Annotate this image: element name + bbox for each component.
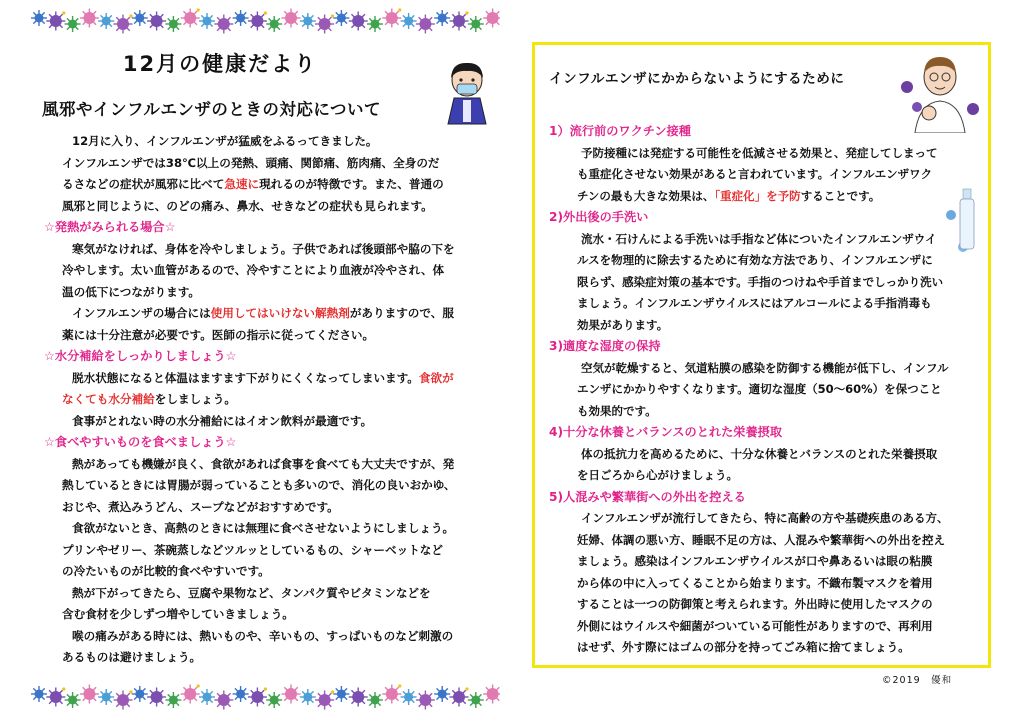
section-heading: 1）流行前のワクチン接種 (549, 124, 691, 138)
virus-icon (401, 13, 417, 29)
prevention-title: インフルエンザにかからないようにするために (549, 71, 845, 87)
virus-icon (483, 685, 500, 704)
section-heading: 5)人混みや繁華街への外出を控える (549, 489, 746, 504)
body-line: も効果的です。 (577, 403, 657, 418)
virus-border-icon (30, 682, 500, 712)
virus-icon (349, 12, 368, 31)
body-line: 熱しているときには胃腸が弱っていることも多いので、消化の良いおかゆ、 (62, 478, 456, 492)
body-line: から体の中に入ってくることから始まります。不織布製マスクを着用 (577, 575, 933, 590)
body-line: エンザにかかりやすくなります。適切な湿度（50～60%）を保つこと (577, 382, 942, 396)
page-subtitle: 風邪やインフルエンザのときの対応について (42, 100, 382, 119)
virus-icon (132, 686, 148, 702)
virus-icon (181, 684, 200, 703)
virus-icon (416, 691, 435, 710)
body-line: おじや、煮込みうどん、スープなどがおすすめです。 (62, 499, 339, 514)
virus-icon (233, 10, 249, 26)
virus-icon (31, 686, 47, 702)
virus-icon (282, 9, 301, 28)
body-line: 外側にはウイルスや細菌がついている可能性がありますので、再利用 (577, 618, 933, 633)
body-line: 冷やします。太い血管があるので、冷やすことにより血液が冷やされ、体 (62, 263, 445, 277)
virus-icon (450, 687, 469, 706)
virus-icon (114, 14, 133, 33)
virus-icon (367, 16, 383, 32)
virus-icon (300, 689, 316, 705)
body-line: 寒気がなければ、身体を冷やしましょう。子供であれば後頭部や脇の下を (72, 241, 455, 256)
body-line: 薬には十分注意が必要です。医師の指示に従ってください。 (62, 327, 375, 342)
virus-icon (80, 685, 99, 704)
child-with-mask-icon (442, 60, 492, 126)
virus-icon (147, 688, 166, 707)
virus-icon (46, 687, 65, 706)
virus-icon (483, 9, 500, 28)
body-line: 体の抵抗力を高めるために、十分な休養とバランスのとれた栄養摂取 (581, 446, 938, 461)
virus-icon (315, 14, 334, 33)
virus-border-icon (30, 6, 500, 36)
virus-icon (233, 686, 249, 702)
body-line: 効果があります。 (577, 317, 669, 332)
virus-icon (147, 12, 166, 31)
body-line: の冷たいものが比較的食べやすいです。 (62, 564, 270, 578)
virus-icon (214, 691, 233, 710)
virus-border-bottom-icon (30, 682, 500, 712)
body-line: インフルエンザが流行してきたら、特に高齢の方や基礎疾患のある方、 (581, 511, 949, 525)
section-heading: 4)十分な休養とバランスのとれた栄養摂取 (549, 425, 783, 439)
body-line: も重症化させない効果があると言われています。インフルエンザワク (577, 167, 933, 181)
section-heading-water: ☆水分補給をしっかりしましょう☆ (44, 349, 237, 363)
left-article (44, 131, 502, 669)
body-line: 脱水状態になると体温はますます下がりにくくなってしまいます。食欲が (72, 370, 454, 385)
body-line: 熱が下がってきたら、豆腐や果物など、タンパク質やビタミンなどを (72, 585, 431, 600)
body-line: 喉の痛みがある時には、熱いものや、辛いもの、すっぱいものなど刺激の (72, 628, 454, 643)
virus-icon (165, 16, 181, 32)
virus-icon (248, 687, 267, 706)
virus-icon (132, 10, 148, 26)
virus-icon (315, 690, 334, 709)
body-line: 含む食材を少しずつ増やしていきましょう。 (62, 607, 294, 621)
virus-icon (401, 689, 417, 705)
virus-icon (181, 8, 200, 27)
virus-icon (333, 686, 349, 702)
body-line: を日ごろから心がけましょう。 (577, 468, 738, 482)
page-title: 12月の健康だより (122, 52, 318, 76)
emphasis-text: 使用してはいけない解熱剤 (210, 306, 350, 320)
virus-icon (434, 686, 450, 702)
section-heading-food: ☆食べやすいものを食べましょう☆ (44, 435, 237, 449)
virus-icon (282, 685, 301, 704)
body-line: ましょう。感染はインフルエンザウイルスが口や鼻あるいは眼の粘膜 (577, 554, 933, 568)
emphasis-text: 「重症化」を予防 (714, 188, 801, 203)
body-line: 温の低下につながります。 (62, 284, 200, 299)
section-heading: 3)適度な湿度の保持 (549, 339, 661, 353)
virus-icon (199, 689, 215, 705)
body-line: あるものは避けましょう。 (62, 650, 202, 664)
virus-icon (434, 10, 450, 26)
body-line: することは一つの防御策と考えられます。外出時に使用したマスクの (577, 597, 933, 611)
virus-icon (199, 13, 215, 29)
emphasis-text: なくても水分補給 (62, 392, 155, 406)
body-line: 食欲がないとき、高熱のときには無理に食べさせないようにしましょう。 (72, 521, 455, 535)
body-line: 空気が乾燥すると、気道粘膜の感染を防御する機能が低下し、インフル (581, 360, 949, 375)
virus-icon (80, 9, 99, 28)
virus-icon (98, 13, 114, 29)
body-line: プリンやゼリー、茶碗蒸しなどツルッとしているもの、シャーベットなど (62, 542, 443, 557)
section-heading: 2)外出後の手洗い (549, 210, 649, 224)
virus-icon (468, 692, 484, 708)
intro-line: るさなどの症状が風邪に比べて急速に現れるのが特徴です。また、普通の (62, 177, 444, 191)
intro-line: 風邪と同じように、のどの痛み、鼻水、せきなどの症状も見られます。 (62, 198, 433, 213)
body-line: はせず、外す際にはゴムの部分を持ってごみ箱に捨てましょう。 (577, 640, 910, 654)
virus-icon (65, 692, 81, 708)
virus-icon (382, 684, 401, 703)
body-line: なくても水分補給をしましょう。 (62, 392, 236, 406)
body-line: 食事がとれない時の水分補給にはイオン飲料が最適です。 (72, 413, 373, 428)
virus-icon (266, 16, 282, 32)
prevention-box (532, 42, 991, 668)
intro-line: 12月に入り、インフルエンザが猛威をふるってきました。 (72, 134, 378, 148)
virus-icon (114, 690, 133, 709)
section-heading-fever: ☆発熱がみられる場合☆ (44, 220, 176, 234)
body-line: 妊婦、体調の悪い方、睡眠不足の方は、人混みや繁華街への外出を控え (577, 532, 945, 547)
virus-icon (214, 15, 233, 34)
virus-icon (382, 8, 401, 27)
emphasis-text: 急速に (224, 177, 260, 191)
body-line: インフルエンザの場合には使用してはいけない解熱剤がありますので、服 (72, 306, 454, 320)
emphasis-text: 食欲が (418, 370, 454, 385)
prevention-list (549, 121, 989, 659)
body-line: チンの最も大きな効果は、「重症化」を予防することです。 (577, 188, 881, 203)
body-line: 流水・石けんによる手洗いは手指など体についたインフルエンザウイ (581, 231, 937, 246)
virus-icon (65, 16, 81, 32)
body-line: ルスを物理的に除去するために有効な方法であり、インフルエンザに (577, 253, 933, 267)
virus-icon (333, 10, 349, 26)
virus-icon (248, 11, 267, 30)
intro-line: インフルエンザでは38℃以上の発熱、頭痛、関節痛、筋肉痛、全身のだ (62, 155, 440, 170)
body-line: 予防接種には発症する可能性を低減させる効果と、発症してしまって (581, 145, 938, 160)
virus-icon (416, 15, 435, 34)
virus-icon (367, 692, 383, 708)
body-line: 熱があっても機嫌が良く、食欲があれば食事を食べても大丈夫ですが、発 (72, 456, 455, 471)
body-line: ましょう。インフルエンザウイルスにはアルコールによる手指消毒も (577, 296, 932, 310)
virus-icon (31, 10, 47, 26)
virus-icon (468, 16, 484, 32)
virus-icon (165, 692, 181, 708)
virus-icon (300, 13, 316, 29)
virus-icon (450, 11, 469, 30)
copyright-text: ©2019 優和 (882, 675, 953, 686)
body-line: 限らず、感染症対策の基本です。手指のつけねや手首までしっかり洗い (577, 274, 944, 289)
virus-border-top-icon (30, 6, 500, 36)
virus-icon (46, 11, 65, 30)
virus-icon (349, 688, 368, 707)
virus-icon (98, 689, 114, 705)
virus-icon (266, 692, 282, 708)
